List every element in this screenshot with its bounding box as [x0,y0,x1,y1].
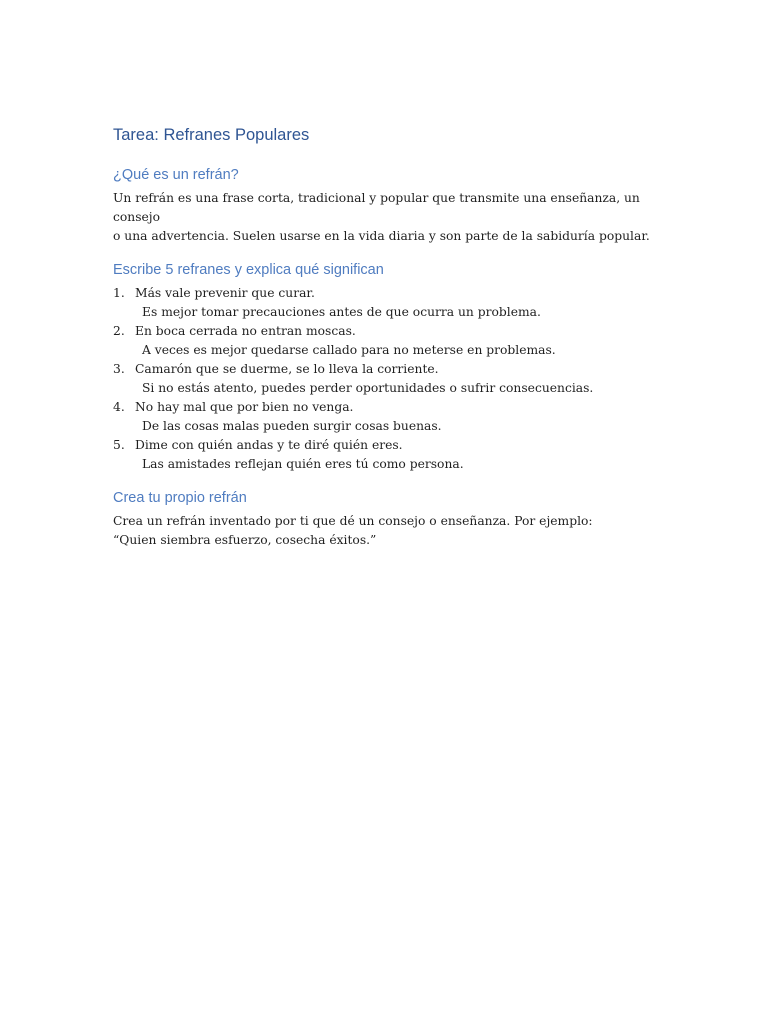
refran-meaning: Es mejor tomar precauciones antes de que ocurra un problema. [142,305,541,319]
item-number: 3. [113,362,125,376]
section-refranes [113,260,673,474]
document-title: Tarea: Refranes Populares [113,126,310,144]
section-crea-refran [113,488,673,550]
refran-meaning: Si no estás atento, puedes perder oportunidades o sufrir consecuencias. [142,381,594,395]
paragraph-line-1: Un refrán es una frase corta, tradicional y popular que transmite una enseñanza, un consejo [113,191,640,224]
item-number: 5. [113,438,125,452]
refran-meaning: Las amistades reflejan quién eres tú como persona. [142,457,464,471]
refran-meaning: A veces es mejor quedarse callado para no meterse en problemas. [142,343,556,357]
section-que-es [113,165,673,246]
section-heading-crea: Crea tu propio refrán [113,490,247,506]
instruction-line: Crea un refrán inventado por ti que dé un consejo o enseñanza. Por ejemplo: [113,514,593,528]
refran-text: En boca cerrada no entran moscas. [135,324,356,338]
list-item [113,360,673,398]
document-page [113,124,673,564]
item-number: 1. [113,286,125,300]
paragraph-line-2: o una advertencia. Suelen usarse en la vida diaria y son parte de la sabiduría popular. [113,229,650,243]
refran-line [113,436,673,455]
refran-text: Camarón que se duerme, se lo lleva la corriente. [135,362,439,376]
section-heading-que-es: ¿Qué es un refrán? [113,167,239,183]
refran-text: No hay mal que por bien no venga. [135,400,354,414]
example-line: “Quien siembra esfuerzo, cosecha éxitos.” [113,533,377,547]
refran-line [113,398,673,417]
refran-text: Más vale prevenir que curar. [135,286,315,300]
item-number: 4. [113,400,125,414]
list-item [113,436,673,474]
refranes-list [113,284,673,474]
refran-line [113,360,673,379]
list-item [113,322,673,360]
refran-line [113,284,673,303]
list-item [113,284,673,322]
item-number: 2. [113,324,125,338]
section-heading-refranes: Escribe 5 refranes y explica qué significan [113,262,384,278]
refran-text: Dime con quién andas y te diré quién eres. [135,438,403,452]
refran-line [113,322,673,341]
list-item [113,398,673,436]
refran-meaning: De las cosas malas pueden surgir cosas buenas. [142,419,442,433]
